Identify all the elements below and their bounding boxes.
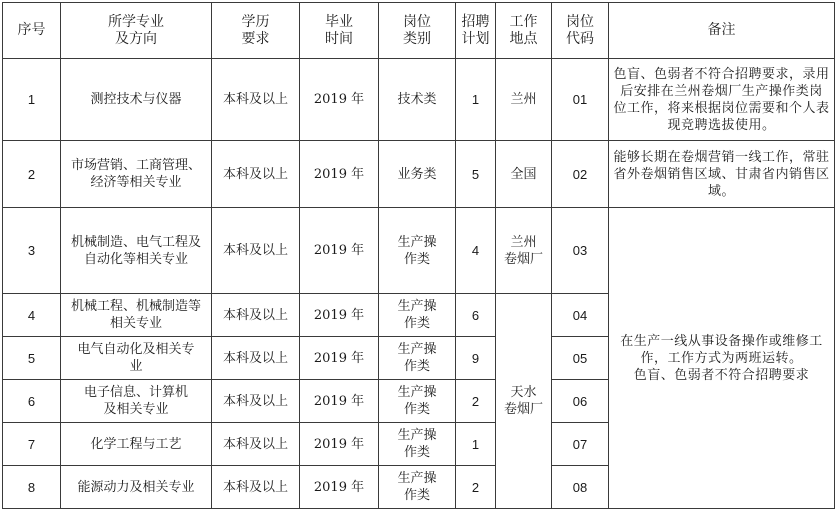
cell-major-line: 能源动力及相关专业 (77, 479, 195, 495)
cell-category-line: 作类 (403, 316, 430, 331)
cell-category (379, 208, 456, 294)
cell-education (212, 59, 300, 141)
cell-major-line: 机械工程、机械制造等 (70, 299, 201, 314)
cell-major (61, 423, 212, 466)
cell-category-line: 作类 (403, 488, 430, 503)
cell-major (61, 380, 212, 423)
cell-remark-line: 能够长期在卷烟营销一线工作，常驻 (613, 149, 830, 165)
cell-quota (456, 208, 496, 294)
cell-education-text: 本科及以上 (222, 166, 288, 182)
cell-graduation-text: 2019 年 (313, 393, 365, 409)
header-education: 学历 要求 (212, 3, 300, 59)
table-row (3, 208, 835, 294)
cell-major (61, 59, 212, 141)
cell-location (496, 59, 552, 141)
cell-index (3, 337, 61, 380)
cell-education-text: 本科及以上 (222, 479, 288, 495)
cell-location-line: 卷烟厂 (503, 251, 543, 267)
cell-index (3, 466, 61, 509)
table-row (3, 59, 835, 141)
cell-remark-line: 色盲、色弱者不符合招聘要求，录用 (613, 66, 830, 82)
cell-category (379, 141, 456, 208)
cell-code-text: 01 (572, 92, 588, 107)
cell-education-text: 本科及以上 (222, 92, 288, 107)
cell-education-text: 本科及以上 (222, 350, 288, 366)
cell-code-text: 08 (572, 479, 588, 495)
cell-major-line: 电气自动化及相关专 (77, 342, 195, 357)
cell-education (212, 337, 300, 380)
cell-location (496, 141, 552, 208)
cell-category-line: 作类 (403, 251, 430, 267)
cell-major-line: 经济等相关专业 (90, 175, 182, 190)
cell-code (552, 337, 609, 380)
cell-remark-merged (609, 208, 835, 509)
cell-graduation-text: 2019 年 (313, 350, 365, 366)
cell-code-text: 07 (572, 436, 588, 452)
cell-index (3, 59, 61, 141)
cell-quota (456, 466, 496, 509)
cell-code-text: 05 (572, 350, 588, 366)
cell-quota-text: 9 (471, 350, 480, 366)
header-code: 岗位 代码 (552, 3, 609, 59)
cell-category-line: 生产操 (397, 471, 437, 486)
cell-category-line: 作类 (403, 402, 430, 417)
cell-quota (456, 380, 496, 423)
header-remark: 备注 (609, 3, 835, 59)
cell-index-text: 1 (27, 92, 36, 107)
cell-major-line: 机械制造、电气工程及 (70, 234, 201, 250)
cell-graduation (300, 380, 379, 423)
cell-index-text: 6 (27, 393, 36, 409)
cell-index-text: 3 (27, 243, 36, 258)
header-index: 序号 (3, 3, 61, 59)
cell-index-text: 8 (27, 479, 36, 495)
header-category: 岗位 类别 (379, 3, 456, 59)
cell-category-line: 业务类 (397, 166, 437, 182)
cell-quota (456, 294, 496, 337)
cell-quota (456, 141, 496, 208)
cell-index-text: 4 (27, 307, 36, 323)
cell-category (379, 466, 456, 509)
cell-education (212, 141, 300, 208)
cell-category-line: 技术类 (397, 92, 437, 107)
cell-index-text: 7 (27, 436, 36, 452)
cell-remark-line: 位工作，将来根据岗位需要和个人表 (613, 100, 830, 116)
cell-graduation (300, 208, 379, 294)
cell-major-line: 自动化等相关专业 (83, 251, 188, 267)
cell-index (3, 423, 61, 466)
cell-graduation-text: 2019 年 (313, 436, 365, 452)
header-major: 所学专业 及方向 (61, 3, 212, 59)
cell-education (212, 423, 300, 466)
cell-quota (456, 423, 496, 466)
cell-major-line: 及相关专业 (103, 402, 169, 417)
header-graduation: 毕业 时间 (300, 3, 379, 59)
cell-major-line: 市场营销、工商管理、 (70, 158, 201, 173)
cell-graduation-text: 2019 年 (313, 479, 365, 495)
cell-code (552, 208, 609, 294)
cell-location-line: 全国 (510, 166, 537, 182)
cell-code-text: 06 (572, 393, 588, 409)
cell-quota-text: 2 (471, 393, 480, 409)
cell-category (379, 380, 456, 423)
cell-location (496, 208, 552, 294)
cell-education (212, 208, 300, 294)
cell-graduation (300, 337, 379, 380)
cell-category-line: 生产操 (397, 299, 437, 314)
cell-quota-text: 6 (471, 307, 480, 323)
cell-code (552, 423, 609, 466)
cell-category-line: 生产操 (397, 234, 437, 250)
cell-graduation-text: 2019 年 (313, 243, 365, 258)
header-location: 工作 地点 (496, 3, 552, 59)
cell-major (61, 141, 212, 208)
cell-index (3, 141, 61, 208)
cell-education (212, 466, 300, 509)
cell-remark-merged-line: 在生产一线从事设备操作或维修工 (620, 333, 823, 349)
cell-education (212, 294, 300, 337)
cell-location-merged-line: 天水 (510, 385, 537, 400)
cell-category (379, 59, 456, 141)
cell-location-merged (496, 294, 552, 509)
cell-graduation (300, 59, 379, 141)
cell-major (61, 294, 212, 337)
cell-category-line: 作类 (403, 359, 430, 374)
cell-category (379, 423, 456, 466)
cell-code-text: 02 (572, 166, 588, 182)
cell-graduation (300, 466, 379, 509)
cell-code (552, 141, 609, 208)
cell-index (3, 208, 61, 294)
cell-major-line: 业 (129, 359, 143, 374)
cell-remark-merged-line: 作，工作方式为两班运转。 (640, 350, 803, 366)
cell-category-line: 生产操 (397, 342, 437, 357)
cell-quota-text: 5 (471, 166, 480, 182)
cell-code (552, 59, 609, 141)
cell-code (552, 380, 609, 423)
cell-remark (609, 59, 835, 141)
cell-major (61, 208, 212, 294)
cell-remark-line: 省外卷烟销售区域、甘肃省内销售区 (613, 166, 830, 182)
cell-graduation (300, 141, 379, 208)
cell-quota-text: 1 (471, 92, 480, 107)
cell-remark-line: 域。 (707, 183, 735, 199)
header-quota: 招聘 计划 (456, 3, 496, 59)
cell-quota (456, 59, 496, 141)
cell-location-merged-line: 卷烟厂 (503, 402, 543, 417)
header-row (3, 3, 835, 59)
cell-category (379, 294, 456, 337)
cell-code-text: 03 (572, 243, 588, 258)
recruitment-table (2, 2, 835, 509)
cell-code-text: 04 (572, 307, 588, 323)
table-row (3, 141, 835, 208)
cell-quota-text: 1 (471, 436, 480, 452)
cell-education-text: 本科及以上 (222, 307, 288, 323)
cell-graduation-text: 2019 年 (313, 166, 365, 182)
cell-code (552, 294, 609, 337)
cell-major-line: 相关专业 (109, 316, 162, 331)
cell-education (212, 380, 300, 423)
cell-major (61, 337, 212, 380)
cell-index (3, 380, 61, 423)
cell-major-line: 电子信息、计算机 (83, 385, 188, 400)
cell-major-line: 化学工程与工艺 (90, 436, 182, 452)
cell-graduation-text: 2019 年 (313, 307, 365, 323)
cell-graduation-text: 2019 年 (313, 92, 365, 107)
cell-education-text: 本科及以上 (222, 243, 288, 258)
cell-quota (456, 337, 496, 380)
cell-location-line: 兰州 (510, 92, 537, 107)
cell-major (61, 466, 212, 509)
cell-quota-text: 2 (471, 479, 480, 495)
cell-graduation (300, 423, 379, 466)
cell-remark-merged-line: 色盲、色弱者不符合招聘要求 (633, 367, 810, 383)
cell-remark (609, 141, 835, 208)
cell-major-line: 测控技术与仪器 (90, 92, 182, 107)
cell-code (552, 466, 609, 509)
cell-category-line: 生产操 (397, 385, 437, 400)
cell-remark-line: 后安排在兰州卷烟厂生产操作类岗 (620, 83, 823, 99)
cell-education-text: 本科及以上 (222, 436, 288, 452)
cell-index-text: 5 (27, 350, 36, 366)
cell-location-line: 兰州 (510, 234, 537, 250)
cell-category-line: 作类 (403, 445, 430, 460)
cell-education-text: 本科及以上 (222, 393, 288, 409)
cell-graduation (300, 294, 379, 337)
cell-remark-line: 现竞聘选拔使用。 (667, 117, 776, 133)
cell-quota-text: 4 (471, 243, 480, 258)
cell-category (379, 337, 456, 380)
cell-index (3, 294, 61, 337)
cell-category-line: 生产操 (397, 428, 437, 443)
cell-index-text: 2 (27, 166, 36, 182)
